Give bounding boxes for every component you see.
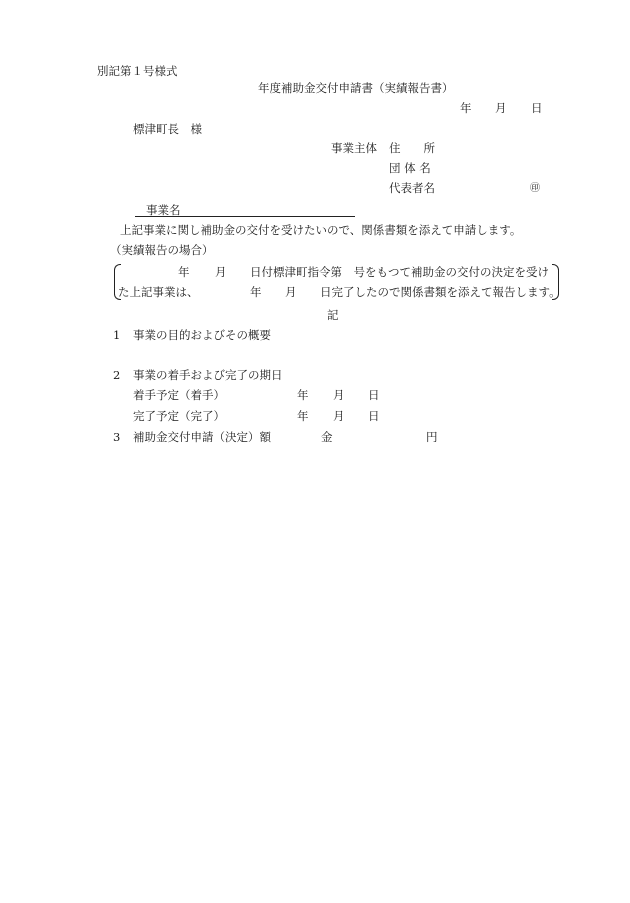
item-3-label: 補助金交付申請（決定）額: [133, 430, 271, 444]
item-2-label: 事業の着手および完了の期日: [133, 368, 283, 382]
report-line2-text: 日完了したので関係書類を添えて報告します。: [320, 285, 561, 299]
report-line1-year: 年: [178, 265, 190, 279]
item-3-num: 3: [113, 430, 121, 444]
schedule-end-month: 月: [333, 409, 345, 423]
report-case-label: （実績報告の場合）: [110, 243, 214, 257]
report-line2-prefix: た上記事業は、: [118, 285, 199, 299]
schedule-start-day: 日: [368, 388, 380, 402]
amount-unit: 円: [426, 430, 438, 444]
report-line1-month: 月: [215, 265, 227, 279]
schedule-end-day: 日: [368, 409, 380, 423]
form-label: 別記第１号様式: [97, 64, 178, 78]
item-2-num: 2: [113, 368, 121, 382]
project-name-label: 事業名: [146, 203, 181, 217]
rep-label: 代表者名: [389, 181, 435, 195]
item-1-num: 1: [113, 328, 121, 342]
body-text: 上記事業に関し補助金の交付を受けたいので、関係書類を添えて申請します。: [120, 223, 522, 237]
schedule-start-month: 月: [333, 388, 345, 402]
schedule-start-year: 年: [297, 388, 309, 402]
date-day: 日: [531, 101, 543, 115]
item-1-label: 事業の目的およびその概要: [133, 328, 271, 342]
schedule-end-year: 年: [297, 409, 309, 423]
addressee: 標津町長 様: [133, 122, 202, 136]
ki-heading: 記: [327, 308, 339, 322]
report-line2-year: 年: [250, 285, 262, 299]
date-month: 月: [495, 101, 507, 115]
entity-label: 事業主体: [331, 141, 377, 155]
page-title: 年度補助金交付申請書（実績報告書）: [258, 81, 454, 95]
org-label: 団 体 名: [389, 161, 431, 175]
schedule-end-label: 完了予定（完了）: [133, 409, 225, 423]
report-line2-month: 月: [285, 285, 297, 299]
seal-mark: ㊞: [530, 183, 540, 194]
address-label: 住 所: [389, 141, 435, 155]
schedule-start-label: 着手予定（着手）: [133, 388, 225, 402]
amount-prefix: 金: [321, 430, 333, 444]
report-line1-text: 日付標津町指令第 号をもつて補助金の交付の決定を受け: [250, 265, 549, 279]
date-year: 年: [460, 101, 472, 115]
project-name-underline: [135, 216, 355, 217]
